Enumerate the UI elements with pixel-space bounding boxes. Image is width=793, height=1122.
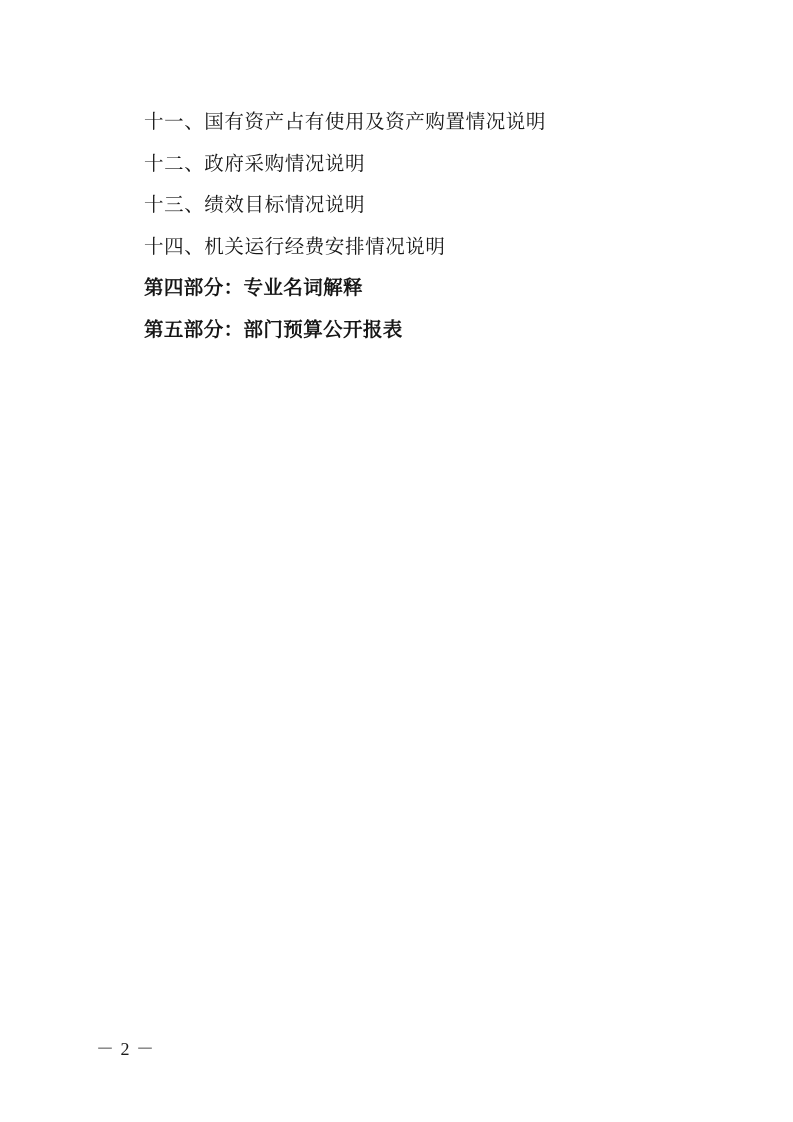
list-item: 十四、机关运行经费安排情况说明 — [144, 234, 446, 258]
list-item: 十三、绩效目标情况说明 — [144, 193, 366, 216]
table-of-contents — [144, 112, 664, 361]
list-item: 第四部分：专业名词解释 — [144, 276, 363, 299]
page-number: － 2 － — [96, 1039, 155, 1059]
list-item: 十一、国有资产占有使用及资产购置情况说明 — [144, 110, 547, 133]
list-item: 十二、政府采购情况说明 — [144, 151, 366, 175]
list-item: 第五部分：部门预算公开报表 — [144, 317, 403, 341]
